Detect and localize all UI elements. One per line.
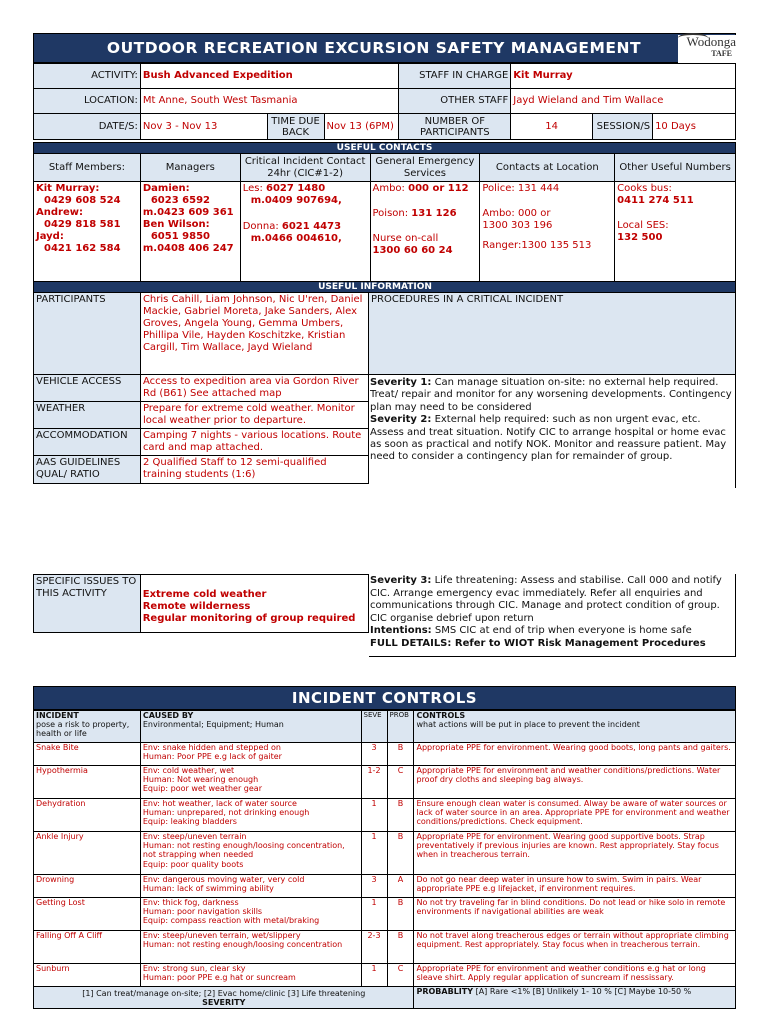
contact-column-header: Managers	[140, 154, 240, 182]
col-incident: INCIDENT pose a risk to property, health or life	[34, 711, 141, 743]
specific-issues-table	[33, 574, 369, 633]
incident-controls-title: INCIDENT CONTROLS	[291, 689, 478, 707]
probability-cell: C	[387, 964, 414, 987]
contact-line: m.0408 406 247	[142, 243, 234, 254]
incident-row	[34, 964, 736, 987]
severity3-right-border	[735, 574, 736, 657]
logo-swoosh-icon	[678, 33, 708, 43]
page-title: OUTDOOR RECREATION EXCURSION SAFETY MANAGEMENT	[106, 39, 642, 57]
severity-3-text	[370, 575, 734, 651]
caused-by-cell: Env: thick fog, darkness Human: poor navigation skills Equip: compass reaction with metal/braking	[140, 898, 361, 931]
contact-column-header: Contacts at Location	[480, 154, 615, 182]
activity-value: Bush Advanced Expedition	[140, 64, 399, 89]
location-label: LOCATION:	[34, 89, 141, 114]
cic-text: 6021 4473	[281, 221, 342, 232]
probability-cell: B	[387, 931, 414, 964]
dates-label: DATE/S:	[34, 114, 141, 140]
cic-line	[243, 221, 368, 233]
incident-row	[34, 875, 736, 898]
full-details: FULL DETAILS: Refer to WIOT Risk Management Procedures	[370, 637, 706, 649]
cic-cell	[240, 182, 370, 282]
emergency-text: 000 or 112	[408, 183, 469, 194]
probability-legend	[414, 987, 736, 1009]
intentions-text: SMS CIC at end of trip when everyone is home safe	[431, 625, 692, 637]
wodonga-tafe-logo	[678, 35, 736, 63]
other-number-line: Cooks bus:	[617, 183, 672, 194]
cic-text: m.0409 907694,	[250, 195, 342, 206]
accommodation-label: ACCOMMODATION	[34, 429, 141, 456]
aas-label: AAS GUIDELINES QUAL/ RATIO	[34, 456, 141, 484]
staff-in-charge-value: Kit Murray	[511, 64, 736, 89]
severity1-text: Can manage situation on-site: no external help required. Treat/ repair and monitor for any worsening developments. Contingency plan may need to be considered	[370, 377, 732, 413]
emergency-text: 1300 60 60 24	[372, 245, 453, 256]
incident-cell: Getting Lost	[34, 898, 141, 931]
contact-line: Kit Murray:	[36, 183, 100, 194]
staff-members-cell	[34, 182, 141, 282]
severity-cell: 1	[361, 964, 387, 987]
incident-cell: Sunburn	[34, 964, 141, 987]
probability-legend-label: PROBABLITY	[416, 987, 474, 996]
managers-cell	[140, 182, 240, 282]
severity3-bottom-border	[369, 656, 736, 657]
contact-column-header: Critical Incident Contact 24hr (CIC#1-2)	[240, 154, 370, 182]
emergency-text: Ambo:	[372, 183, 409, 194]
sessions-value: 10 Days	[653, 114, 736, 140]
incident-cell: Snake Bite	[34, 743, 141, 766]
emergency-line	[373, 183, 478, 195]
incident-cell: Dehydration	[34, 799, 141, 832]
caused-by-cell: Env: steep/uneven terrain, wet/slippery Human: not resting enough/loosing concentration	[140, 931, 361, 964]
dates-value: Nov 3 - Nov 13	[140, 114, 267, 140]
incident-row	[34, 743, 736, 766]
controls-cell: Appropriate PPE for environment. Wearing good supportive boots. Strap preventatively if previous injuries are known. Rest appropriately. Stay focus when in treacherous terrain.	[414, 832, 736, 875]
location-contact-line: 1300 303 196	[482, 220, 553, 231]
contact-column-header: Other Useful Numbers	[615, 154, 736, 182]
other-numbers-cell	[615, 182, 736, 282]
logo-line1: Wodonga	[686, 34, 736, 49]
controls-cell: No not try traveling far in blind conditions. Do not lead or hike solo in remote environments if navigational abilities are weak	[414, 898, 736, 931]
specific-issue-item: Remote wilderness	[142, 601, 251, 612]
col-caused-by: CAUSED BY Environmental; Equipment; Human	[140, 711, 361, 743]
vehicle-value: Access to expedition area via Gordon River Rd (B61) See attached map	[140, 375, 368, 402]
controls-cell: Ensure enough clean water is consumed. Alway be aware of water sources or lack of water source in an area. Appropriate PPE for environment and weather conditions/predictions. Check equipment.	[414, 799, 736, 832]
emergency-text: 131 126	[411, 208, 457, 219]
incident-cell: Ankle Injury	[34, 832, 141, 875]
procedures-box	[369, 293, 736, 375]
staff-in-charge-label: STAFF IN CHARGE	[399, 64, 511, 89]
controls-cell: Appropriate PPE for environment and weather conditions/predictions. Water proof dry cloths and sleeping bag always.	[414, 766, 736, 799]
contact-line: 6051 9850	[150, 231, 210, 242]
cic-text: Les:	[242, 183, 267, 194]
time-due-value: Nov 13 (6PM)	[324, 114, 399, 140]
procedures-label: PROCEDURES IN A CRITICAL INCIDENT	[371, 294, 564, 305]
contact-line: Jayd:	[36, 231, 64, 242]
activity-label: ACTIVITY:	[34, 64, 141, 89]
incident-row	[34, 799, 736, 832]
probability-cell: B	[387, 832, 414, 875]
severity-cell: 2-3	[361, 931, 387, 964]
emergency-text: Nurse on-call	[372, 233, 439, 244]
cic-text: Donna:	[242, 221, 282, 232]
other-number-line: 132 500	[617, 232, 663, 243]
vehicle-label: VEHICLE ACCESS	[34, 375, 141, 402]
specific-issues-list	[140, 575, 368, 633]
location-value: Mt Anne, South West Tasmania	[140, 89, 399, 114]
caused-by-cell: Env: snake hidden and stepped on Human: Poor PPE e.g lack of gaiter	[140, 743, 361, 766]
controls-cell: No not travel along treacherous edges or terrain without appropriate climbing equipment. Rest appropriately. Stay focus when in treacherous terrain.	[414, 931, 736, 964]
title-bar	[33, 33, 736, 63]
weather-label: WEATHER	[34, 402, 141, 429]
participants-label: PARTICIPANTS	[34, 293, 141, 375]
probability-legend-text: [A] Rare <1% [B] Unlikely 1- 10 % [C] Maybe 10-50 %	[473, 987, 692, 996]
time-due-label: TIME DUE BACK	[267, 114, 324, 140]
other-staff-value: Jayd Wieland and Tim Wallace	[511, 89, 736, 114]
contact-line: Damien:	[142, 183, 190, 194]
aas-value: 2 Qualified Staff to 12 semi-qualified training students (1:6)	[140, 456, 368, 484]
cic-line	[243, 195, 368, 207]
severity-legend-label: SEVERITY	[202, 997, 246, 1007]
location-contact-line: Ranger:1300 135 513	[482, 240, 592, 251]
incident-row	[34, 832, 736, 875]
useful-info-table	[33, 281, 369, 484]
useful-info-header: USEFUL INFORMATION	[318, 282, 432, 292]
contact-line: Ben Wilson:	[142, 219, 210, 230]
severity3-label: Severity 3:	[370, 575, 432, 586]
contact-line: m.0423 609 361	[142, 207, 234, 218]
severity-legend-text: [1] Can treat/manage on-site; [2] Evac home/clinic [3] Life threatening	[82, 988, 366, 998]
contact-line: 0429 818 581	[44, 219, 121, 230]
col-prob: PROB	[387, 711, 414, 743]
specific-issue-item: Regular monitoring of group required	[142, 613, 356, 624]
incident-controls-table	[33, 710, 736, 1009]
num-participants-value: 14	[511, 114, 593, 140]
location-contacts-cell	[480, 182, 615, 282]
incident-controls-header	[33, 686, 736, 710]
num-participants-label: NUMBER OF PARTICIPANTS	[399, 114, 511, 140]
specific-issue-item: Extreme cold weather	[142, 589, 267, 600]
caused-by-cell: Env: strong sun, clear sky Human: poor PPE e.g hat or suncream	[140, 964, 361, 987]
severity-cell: 1-2	[361, 766, 387, 799]
incident-row	[34, 931, 736, 964]
cic-text: 6027 1480	[266, 183, 326, 194]
severity-cell: 1	[361, 799, 387, 832]
contact-line: 0421 162 584	[44, 243, 121, 254]
probability-cell: B	[387, 799, 414, 832]
contact-line: Andrew:	[36, 207, 83, 218]
contact-line: 6023 6592	[150, 195, 210, 206]
participants-value: Chris Cahill, Liam Johnson, Nic U'ren, Daniel Mackie, Gabriel Moreta, Jake Sanders, Alex Groves, Angela Young, Gemma Umbers, Phillipa Vile, Hayden Koschitzke, Kristian Cargill, Tim Wallace, Jayd Wieland	[140, 293, 368, 375]
contact-column-header: General Emergency Services	[370, 154, 480, 182]
severity-cell: 3	[361, 743, 387, 766]
probability-cell: B	[387, 898, 414, 931]
location-contact-line: Police: 131 444	[482, 183, 560, 194]
emergency-line	[373, 245, 478, 257]
severity3-text: Life threatening: Assess and stabilise. Call 000 and notify CIC. Arrange emergency evac immediately. Refer all enquiries and communications through CIC. Manage and protect condition of group. CIC organise debrief upon return	[370, 575, 722, 624]
severity-cell: 3	[361, 875, 387, 898]
probability-cell: C	[387, 766, 414, 799]
col-seve: SEVE	[361, 711, 387, 743]
incident-cell: Falling Off A Cliff	[34, 931, 141, 964]
emergency-cell	[370, 182, 480, 282]
caused-by-cell: Env: cold weather, wet Human: Not wearing enough Equip: poor wet weather gear	[140, 766, 361, 799]
probability-cell: B	[387, 743, 414, 766]
controls-cell: Do not go near deep water in unsure how to swim. Swim in pairs. Wear appropriate PPE e.g lifejacket, if environment requires.	[414, 875, 736, 898]
other-number-line: Local SES:	[617, 220, 669, 231]
controls-cell: Appropriate PPE for environment. Wearing good boots, long pants and gaiters.	[414, 743, 736, 766]
specific-issues-label: SPECIFIC ISSUES TO THIS ACTIVITY	[34, 575, 141, 633]
cic-line	[243, 183, 368, 195]
incident-row	[34, 898, 736, 931]
caused-by-cell: Env: hot weather, lack of water source Human: unprepared, not drinking enough Equip: leaking bladders	[140, 799, 361, 832]
cic-line	[243, 233, 368, 245]
sessions-label: SESSION/S	[593, 114, 653, 140]
procedures-right-border	[735, 375, 736, 488]
weather-value: Prepare for extreme cold weather. Monitor local weather prior to departure.	[140, 402, 368, 429]
useful-contacts-table	[33, 142, 736, 282]
controls-cell: Appropriate PPE for environment and weather conditions e.g hat or long sleave shirt. Apply regular application of suncream if nessissary.	[414, 964, 736, 987]
logo-line2: TAFE	[711, 49, 732, 58]
severity-cell: 1	[361, 832, 387, 875]
caused-by-cell: Env: steep/uneven terrain Human: not resting enough/loosing concentration, not strapping when needed Equip: poor quality boots	[140, 832, 361, 875]
caused-by-cell: Env: dangerous moving water, very cold Human: lack of swimming ability	[140, 875, 361, 898]
info-table	[33, 63, 736, 140]
emergency-line	[373, 233, 478, 245]
incident-cell: Hypothermia	[34, 766, 141, 799]
other-staff-label: OTHER STAFF	[399, 89, 511, 114]
other-number-line: 0411 274 511	[617, 195, 694, 206]
severity2-text: External help required: such as non urgent evac, etc. Assess and treat situation. Notify CIC to arrange hospital or home evac as soon as practical and notify NOK. Monitor and reassure patient. May need to consider a contingency plan for remainder of group.	[370, 414, 727, 463]
emergency-line	[373, 208, 478, 220]
severity-legend	[34, 987, 414, 1009]
contact-line: 0429 608 524	[44, 195, 121, 206]
incident-cell: Drowning	[34, 875, 141, 898]
probability-cell: A	[387, 875, 414, 898]
location-contact-line: Ambo: 000 or	[482, 208, 551, 219]
severity-1-2-text	[370, 377, 734, 464]
emergency-text: Poison:	[372, 208, 412, 219]
contact-column-header: Staff Members:	[34, 154, 141, 182]
severity2-label: Severity 2:	[370, 414, 432, 426]
intentions-label: Intentions:	[370, 625, 432, 637]
cic-text: m.0466 004610,	[250, 233, 342, 244]
accommodation-value: Camping 7 nights - various locations. Route card and map attached.	[140, 429, 368, 456]
useful-contacts-header: USEFUL CONTACTS	[34, 143, 736, 154]
incident-row	[34, 766, 736, 799]
col-controls: CONTROLS what actions will be put in place to prevent the incident	[414, 711, 736, 743]
severity-cell: 1	[361, 898, 387, 931]
severity1-label: Severity 1:	[370, 377, 432, 388]
